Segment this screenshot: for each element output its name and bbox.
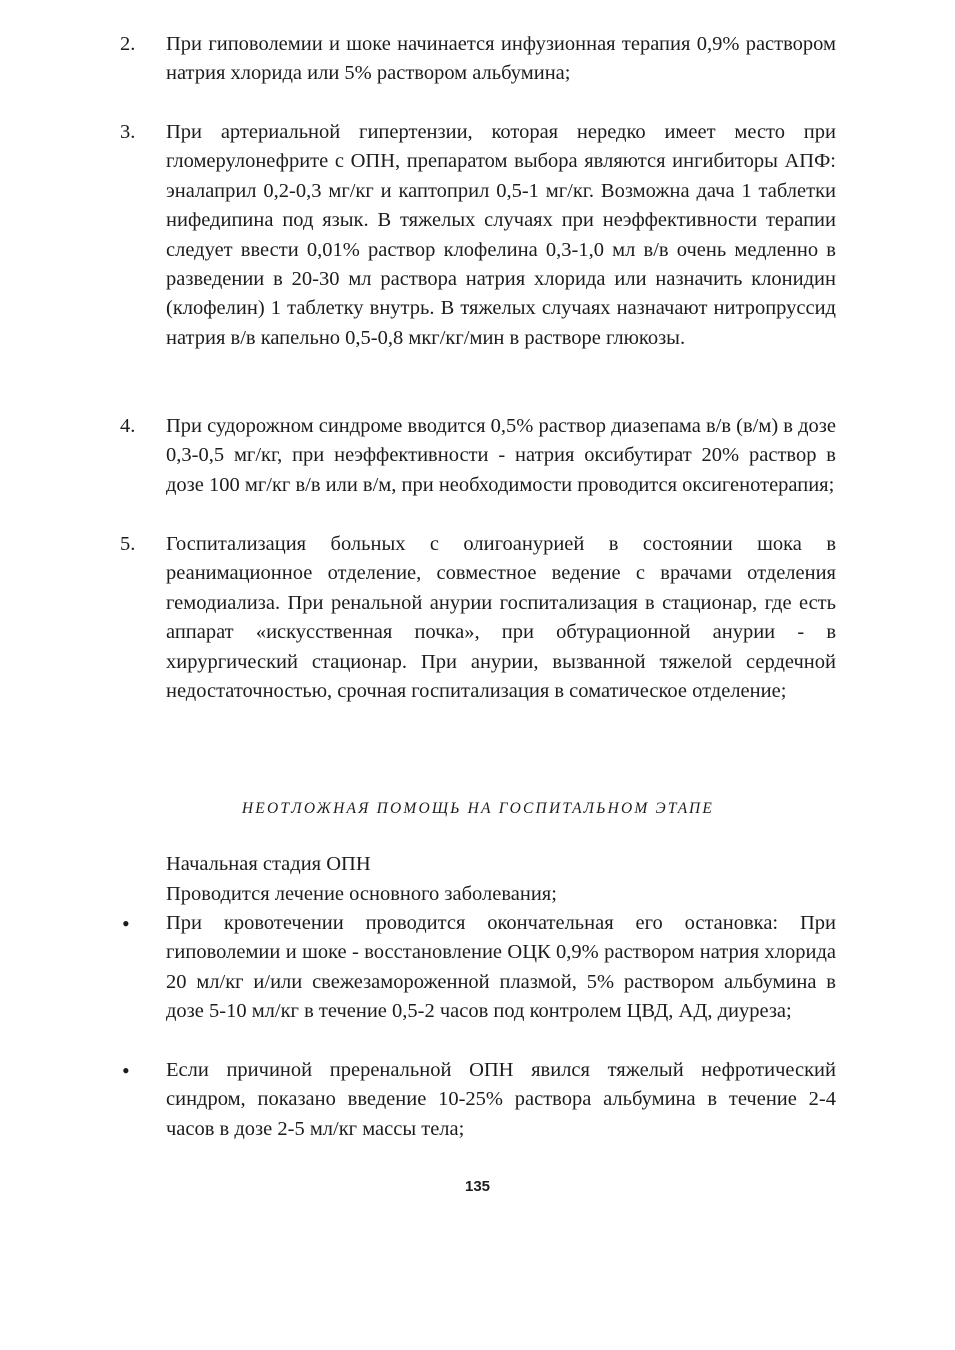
list-item-3 — [120, 118, 836, 353]
list-item-text: При артериальной гипертензии, которая нередко имеет место при гломерулонефрите с ОПН, препаратом выбора являются ингибиторы АПФ: эналаприл 0,2-0,3 мг/кг и каптоприл 0,5-1 мг/кг. Возможна дача 1 таблетки нифедипина под язык. В тяжелых случаях при неэффективности терапии следует ввести 0,01% раствор клофелина 0,3-1,0 мл в/в очень медленно в разведении в 20-30 мл раствора натрия хлорида или назначить клонидин (клофелин) 1 таблетку внутрь. В тяжелых случаях назначают нитропруссид натрия в/в капельно 0,5-0,8 мкг/кг/мин в растворе глюкозы. — [166, 121, 836, 349]
list-item-number: 2. — [120, 33, 136, 55]
section-heading: НЕОТЛОЖНАЯ ПОМОЩЬ НА ГОСПИТАЛЬНОМ ЭТАПЕ — [241, 800, 715, 817]
bullet-item-2 — [120, 1056, 836, 1144]
list-item-4 — [120, 412, 836, 500]
list-item-5 — [120, 530, 836, 706]
bullet-item-text: Если причиной преренальной ОПН явился тяжелый нефротический синдром, показано введение 10-25% раствора альбумина в течение 2-4 часов в дозе 2-5 мл/кг массы тела; — [166, 1059, 836, 1140]
list-item-text: При судорожном синдроме вводится 0,5% раствор диазепама в/в (в/м) в дозе 0,3-0,5 мг/кг, при неэффективности - натрия оксибутират 20% раствор в дозе 100 мг/кг в/в или в/м, при необходимости проводится оксигенотерапия; — [166, 415, 836, 496]
section-intro: Проводится лечение основного заболевания; — [166, 883, 557, 905]
section-subheading: Начальная стадия ОПН — [166, 853, 371, 875]
list-item-number: 3. — [120, 121, 136, 143]
list-item-number: 4. — [120, 415, 136, 437]
bullet-marker: • — [122, 1058, 130, 1083]
page-number: 135 — [464, 1178, 491, 1195]
list-item-2 — [120, 30, 836, 89]
list-item-text: Госпитализация больных с олигоанурией в состоянии шока в реанимационное отделение, совместное ведение с врачами отделения гемодиализа. При ренальной анурии госпитализация в стационар, где есть аппарат «искусственная почка», при обтурационной анурии - в хирургический стационар. При анурии, вызванной тяжелой сердечной недостаточностью, срочная госпитализация в соматическое отделение; — [166, 533, 836, 703]
bullet-item-1 — [120, 909, 836, 1027]
bullet-marker: • — [122, 911, 130, 936]
bullet-item-text: При кровотечении проводится окончательная его остановка: При гиповолемии и шоке - восстановление ОЦК 0,9% раствором натрия хлорида 20 мл/кг и/или свежезамороженной плазмой, 5% раствором альбумина в дозе 5-10 мл/кг в течение 0,5-2 часов под контролем ЦВД, АД, диуреза; — [166, 912, 836, 1023]
list-item-number: 5. — [120, 533, 136, 555]
list-item-text: При гиповолемии и шоке начинается инфузионная терапия 0,9% раствором натрия хлорида или 5% раствором альбумина; — [166, 33, 836, 85]
